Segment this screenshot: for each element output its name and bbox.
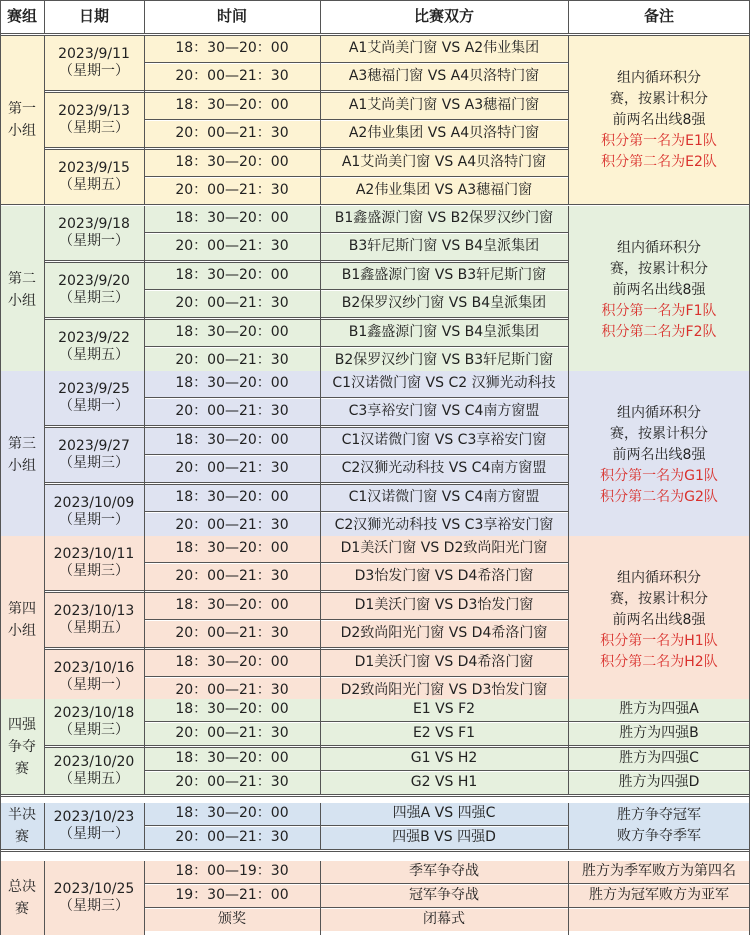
time-cell — [144, 564, 320, 590]
time-cell — [144, 234, 320, 260]
match-weekday: （星期一） — [59, 233, 129, 249]
header-notes — [568, 0, 750, 33]
note-line-red: 积分第二名为G2队 — [600, 488, 718, 505]
match-date: 2023/10/09 — [53, 494, 135, 511]
time-cell — [144, 885, 320, 907]
note-line-red: 积分第一名为H1队 — [600, 632, 718, 649]
time-cell — [144, 399, 320, 425]
match-time: 18：30—20：00 — [175, 540, 289, 557]
column-divider — [320, 36, 321, 204]
date-cell — [44, 150, 144, 204]
note-line: 赛，按累计积分 — [610, 90, 708, 107]
stage-label: 半决赛 — [8, 807, 36, 845]
notes-g2 — [568, 206, 750, 374]
note-line: 组内循环积分 — [617, 569, 701, 586]
match-teams: C1汉诺微门窗 VS C2 汉狮光动科技 — [332, 375, 556, 392]
match-teams: A1艾尚美门窗 VS A4贝洛特门窗 — [341, 154, 547, 171]
teams-cell — [320, 909, 568, 931]
note-line: 前两名出线8强 — [612, 281, 706, 298]
column-divider — [144, 0, 145, 33]
column-divider — [44, 36, 45, 204]
time-cell — [144, 206, 320, 232]
match-teams: E2 VS F1 — [412, 725, 476, 742]
row-divider — [144, 176, 568, 177]
match-time: 19：30—21：00 — [175, 887, 289, 904]
row-divider — [0, 849, 750, 852]
note-line: 赛，按累计积分 — [610, 590, 708, 607]
time-cell — [144, 748, 320, 770]
match-weekday: （星期三） — [59, 563, 129, 579]
column-divider — [320, 371, 321, 539]
match-weekday: （星期一） — [59, 398, 129, 414]
column-divider — [144, 371, 145, 539]
date-cell — [44, 650, 144, 704]
match-teams: D2致尚阳光门窗 VS D3怡发门窗 — [340, 682, 548, 699]
header-notes-label: 备注 — [643, 7, 674, 26]
teams-cell — [320, 803, 568, 825]
match-time: 18：30—20：00 — [175, 324, 289, 341]
note-line-red: 积分第一名为F1队 — [601, 302, 717, 319]
column-divider — [320, 0, 321, 33]
time-cell — [144, 263, 320, 289]
date-cell — [44, 93, 144, 147]
note-line: 赛，按累计积分 — [610, 425, 708, 442]
row-divider — [144, 454, 568, 455]
match-teams: 冠军争夺战 — [409, 887, 479, 904]
teams-cell — [320, 564, 568, 590]
match-teams: A2伟业集团 VS A4贝洛特门窗 — [348, 125, 540, 142]
stage-g2 — [0, 206, 44, 374]
match-weekday: （星期三） — [59, 722, 129, 738]
match-date: 2023/10/11 — [53, 545, 135, 562]
match-teams: B1鑫盛源门窗 VS B2保罗汉纱门窗 — [334, 210, 554, 227]
column-divider — [44, 0, 45, 33]
column-divider — [44, 371, 45, 539]
stage-label: 第三小组 — [8, 436, 36, 474]
match-time: 20：00—21：30 — [175, 68, 289, 85]
notes-g4 — [568, 536, 750, 704]
date-cell — [44, 536, 144, 590]
time-cell — [144, 64, 320, 90]
stage-label: 第一小组 — [8, 101, 36, 139]
match-date: 2023/9/11 — [58, 45, 130, 62]
teams-cell — [320, 121, 568, 147]
teams-cell — [320, 291, 568, 317]
column-divider — [568, 371, 569, 539]
note-line-red: 积分第一名为E1队 — [601, 132, 717, 149]
match-time: 18：30—20：00 — [175, 375, 289, 392]
stage-semifinal — [0, 803, 44, 849]
match-time: 18：30—20：00 — [175, 597, 289, 614]
note-cell — [568, 723, 750, 745]
match-time: 20：00—21：30 — [175, 682, 289, 699]
match-weekday: （星期一） — [59, 63, 129, 79]
header-date — [44, 0, 144, 33]
time-cell — [144, 723, 320, 745]
date-cell — [44, 320, 144, 374]
match-time: 18：30—20：00 — [175, 654, 289, 671]
match-teams: B2保罗汉纱门窗 VS B3轩尼斯门窗 — [334, 352, 554, 369]
time-cell — [144, 909, 320, 931]
column-divider — [144, 536, 145, 704]
match-weekday: （星期三） — [59, 898, 129, 914]
match-teams: B2保罗汉纱门窗 VS B4皇派集团 — [341, 295, 547, 312]
stage-label: 四强争夺赛 — [8, 716, 36, 777]
note-line: 胜方争夺冠军 — [617, 807, 701, 823]
note-line: 赛，按累计积分 — [610, 260, 708, 277]
match-time: 20：00—21：30 — [175, 403, 289, 420]
date-cell — [44, 699, 144, 745]
match-teams: B1鑫盛源门窗 VS B3轩尼斯门窗 — [341, 267, 547, 284]
match-time: 18：30—20：00 — [175, 805, 289, 822]
time-cell — [144, 803, 320, 825]
match-time: 18：30—20：00 — [175, 432, 289, 449]
match-time: 18：30—20：00 — [175, 97, 289, 114]
date-cell — [44, 861, 144, 935]
teams-cell — [320, 263, 568, 289]
stage-quarterfinal — [0, 699, 44, 794]
match-teams: C1汉诺微门窗 VS C4南方窗盟 — [348, 489, 540, 506]
match-teams: B1鑫盛源门窗 VS B4皇派集团 — [348, 324, 540, 341]
match-date: 2023/9/25 — [58, 380, 130, 397]
match-time: 20：00—21：30 — [175, 774, 289, 791]
column-divider — [0, 0, 1, 935]
note-line: 组内循环积分 — [617, 404, 701, 421]
match-time: 20：00—21：30 — [175, 182, 289, 199]
match-time: 20：00—21：30 — [175, 829, 289, 846]
time-cell — [144, 861, 320, 883]
header-group — [0, 0, 44, 33]
match-time: 20：00—21：30 — [175, 125, 289, 142]
row-divider — [144, 289, 568, 290]
row-divider — [144, 62, 568, 63]
match-time: 20：00—21：30 — [175, 568, 289, 585]
row-divider — [144, 562, 568, 563]
match-teams: D1美沃门窗 VS D2致尚阳光门窗 — [340, 540, 548, 557]
time-cell — [144, 456, 320, 482]
row-divider — [144, 346, 568, 347]
header-teams-label: 比赛双方 — [413, 7, 474, 26]
time-cell — [144, 593, 320, 619]
match-date: 2023/10/16 — [53, 659, 135, 676]
match-teams: A3穗福门窗 VS A4贝洛特门窗 — [348, 68, 540, 85]
match-time: 18：30—20：00 — [175, 701, 289, 718]
column-divider — [44, 803, 45, 849]
teams-cell — [320, 36, 568, 62]
match-teams: C1汉诺微门窗 VS C3享裕安门窗 — [341, 432, 547, 449]
match-time: 18：30—20：00 — [175, 40, 289, 57]
match-teams: 四强A VS 四强C — [392, 805, 496, 822]
date-cell — [44, 371, 144, 425]
time-cell — [144, 121, 320, 147]
notes-semifinal — [568, 803, 750, 849]
teams-cell — [320, 723, 568, 745]
stage-g4 — [0, 536, 44, 704]
note-line-red: 积分第二名为F2队 — [601, 323, 717, 340]
match-teams: G1 VS H2 — [410, 750, 478, 767]
note-cell — [568, 861, 750, 883]
row-divider — [144, 397, 568, 398]
column-divider — [320, 536, 321, 704]
match-weekday: （星期五） — [59, 620, 129, 636]
match-weekday: （星期五） — [59, 347, 129, 363]
time-cell — [144, 291, 320, 317]
row-divider — [144, 883, 750, 884]
note-cell — [568, 748, 750, 770]
notes-g3 — [568, 371, 750, 539]
match-time: 20：00—21：30 — [175, 238, 289, 255]
match-weekday: （星期三） — [59, 120, 129, 136]
column-divider — [568, 0, 569, 33]
match-weekday: （星期一） — [59, 677, 129, 693]
header-teams — [320, 0, 568, 33]
match-note: 胜方为四强D — [618, 774, 700, 791]
teams-cell — [320, 885, 568, 907]
match-date: 2023/9/18 — [58, 215, 130, 232]
teams-cell — [320, 485, 568, 511]
time-cell — [144, 428, 320, 454]
match-weekday: （星期一） — [59, 512, 129, 528]
time-cell — [144, 699, 320, 721]
teams-cell — [320, 399, 568, 425]
teams-cell — [320, 699, 568, 721]
note-line-red: 积分第二名为E2队 — [601, 153, 717, 170]
note-line: 前两名出线8强 — [612, 446, 706, 463]
column-divider — [568, 206, 569, 374]
teams-cell — [320, 428, 568, 454]
match-teams: A1艾尚美门窗 VS A3穗福门窗 — [348, 97, 540, 114]
column-divider — [320, 861, 321, 935]
match-weekday: （星期五） — [59, 177, 129, 193]
column-divider — [568, 861, 569, 935]
notes-g1 — [568, 36, 750, 204]
teams-cell — [320, 772, 568, 794]
match-teams: D1美沃门窗 VS D3怡发门窗 — [354, 597, 534, 614]
column-divider — [44, 861, 45, 935]
column-divider — [320, 699, 321, 794]
match-date: 2023/10/13 — [53, 602, 135, 619]
note-line: 组内循环积分 — [617, 69, 701, 86]
note-line: 败方争夺季军 — [617, 828, 701, 844]
date-cell — [44, 263, 144, 317]
row-divider — [144, 907, 750, 908]
date-cell — [44, 748, 144, 794]
note-cell — [568, 699, 750, 721]
column-divider — [144, 861, 145, 935]
time-cell — [144, 827, 320, 849]
column-divider — [568, 536, 569, 704]
note-line: 组内循环积分 — [617, 239, 701, 256]
match-note: 胜方为四强C — [619, 750, 699, 767]
teams-cell — [320, 93, 568, 119]
match-time: 18：30—20：00 — [175, 489, 289, 506]
match-teams: D3怡发门窗 VS D4希洛门窗 — [354, 568, 534, 585]
match-teams: E1 VS F2 — [412, 701, 476, 718]
stage-g1 — [0, 36, 44, 204]
match-weekday: （星期三） — [59, 290, 129, 306]
teams-cell — [320, 621, 568, 647]
note-line-red: 积分第一名为G1队 — [600, 467, 718, 484]
note-cell — [568, 885, 750, 907]
header-time — [144, 0, 320, 33]
row-divider — [144, 511, 568, 512]
row-divider — [0, 0, 750, 1]
match-time: 18：30—20：00 — [175, 154, 289, 171]
match-date: 2023/9/15 — [58, 159, 130, 176]
match-teams: C2汉狮光动科技 VS C4南方窗盟 — [341, 460, 547, 477]
date-cell — [44, 485, 144, 539]
column-divider — [144, 36, 145, 204]
match-teams: D1美沃门窗 VS D4希洛门窗 — [354, 654, 534, 671]
teams-cell — [320, 456, 568, 482]
match-date: 2023/9/27 — [58, 437, 130, 454]
teams-cell — [320, 650, 568, 676]
header-group-label: 赛组 — [6, 7, 37, 26]
time-cell — [144, 150, 320, 176]
date-cell — [44, 428, 144, 482]
match-teams: A2伟业集团 VS A3穗福门窗 — [355, 182, 533, 199]
column-divider — [44, 699, 45, 794]
match-note: 胜方为四强A — [619, 701, 699, 718]
time-cell — [144, 93, 320, 119]
teams-cell — [320, 320, 568, 346]
row-divider — [144, 770, 750, 771]
match-teams: D2致尚阳光门窗 VS D4希洛门窗 — [340, 625, 548, 642]
stage-label: 总决赛 — [8, 879, 36, 917]
teams-cell — [320, 593, 568, 619]
teams-cell — [320, 536, 568, 562]
match-teams: 季军争夺战 — [409, 863, 479, 880]
match-time: 20：00—21：30 — [175, 460, 289, 477]
column-divider — [568, 803, 569, 849]
match-date: 2023/10/23 — [53, 808, 135, 825]
match-time: 18：30—20：00 — [175, 210, 289, 227]
teams-cell — [320, 748, 568, 770]
match-teams: 闭幕式 — [423, 911, 465, 928]
match-date: 2023/10/20 — [53, 753, 135, 770]
match-note: 胜方为冠军败方为亚军 — [589, 887, 729, 904]
note-cell — [568, 909, 750, 931]
match-date: 2023/10/18 — [53, 704, 135, 721]
column-divider — [144, 803, 145, 849]
time-cell — [144, 178, 320, 204]
note-line-red: 积分第二名为H2队 — [600, 653, 718, 670]
date-cell — [44, 206, 144, 260]
column-divider — [320, 206, 321, 374]
match-time: 18：30—20：00 — [175, 267, 289, 284]
match-date: 2023/9/20 — [58, 272, 130, 289]
time-cell — [144, 36, 320, 62]
match-time: 20：00—21：30 — [175, 725, 289, 742]
column-divider — [144, 699, 145, 794]
teams-cell — [320, 861, 568, 883]
date-cell — [44, 36, 144, 90]
time-cell — [144, 485, 320, 511]
row-divider — [144, 825, 568, 826]
teams-cell — [320, 64, 568, 90]
match-time: 20：00—21：30 — [175, 352, 289, 369]
time-cell — [144, 772, 320, 794]
row-divider — [144, 119, 568, 120]
row-divider — [0, 794, 750, 797]
note-line: 前两名出线8强 — [612, 111, 706, 128]
match-teams: C3享裕安门窗 VS C4南方窗盟 — [348, 403, 540, 420]
match-note: 胜方为季军败方为第四名 — [582, 863, 736, 880]
column-divider — [44, 206, 45, 374]
column-divider — [144, 206, 145, 374]
match-time: 20：00—21：30 — [175, 625, 289, 642]
match-teams: C2汉狮光动科技 VS C3享裕安门窗 — [334, 517, 554, 534]
note-line: 前两名出线8强 — [612, 611, 706, 628]
time-cell — [144, 650, 320, 676]
match-teams: A1艾尚美门窗 VS A2伟业集团 — [348, 40, 540, 57]
match-time: 颁奖 — [218, 911, 246, 928]
column-divider — [568, 699, 569, 794]
row-divider — [144, 721, 750, 722]
column-divider — [568, 36, 569, 204]
date-cell — [44, 803, 144, 849]
match-date: 2023/9/13 — [58, 102, 130, 119]
row-divider — [144, 619, 568, 620]
match-time: 20：00—21：30 — [175, 517, 289, 534]
teams-cell — [320, 178, 568, 204]
time-cell — [144, 621, 320, 647]
time-cell — [144, 536, 320, 562]
column-divider — [320, 803, 321, 849]
match-note: 胜方为四强B — [619, 725, 699, 742]
stage-label: 第四小组 — [8, 601, 36, 639]
match-date: 2023/9/22 — [58, 329, 130, 346]
match-time: 18：00—19：30 — [175, 863, 289, 880]
teams-cell — [320, 206, 568, 232]
date-cell — [44, 593, 144, 647]
time-cell — [144, 320, 320, 346]
stage-g3 — [0, 371, 44, 539]
row-divider — [144, 232, 568, 233]
teams-cell — [320, 827, 568, 849]
stage-label: 第二小组 — [8, 271, 36, 309]
match-weekday: （星期五） — [59, 771, 129, 787]
teams-cell — [320, 150, 568, 176]
row-divider — [144, 676, 568, 677]
match-date: 2023/10/25 — [53, 880, 135, 897]
header-date-label: 日期 — [78, 7, 109, 26]
time-cell — [144, 371, 320, 397]
match-weekday: （星期三） — [59, 455, 129, 471]
teams-cell — [320, 234, 568, 260]
match-teams: G2 VS H1 — [410, 774, 478, 791]
teams-cell — [320, 371, 568, 397]
match-teams: 四强B VS 四强D — [392, 829, 496, 846]
column-divider — [44, 536, 45, 704]
note-cell — [568, 772, 750, 794]
match-teams: B3轩尼斯门窗 VS B4皇派集团 — [348, 238, 540, 255]
match-weekday: （星期一） — [59, 826, 129, 842]
match-time: 18：30—20：00 — [175, 750, 289, 767]
match-time: 20：00—21：30 — [175, 295, 289, 312]
stage-final — [0, 861, 44, 935]
header-time-label: 时间 — [216, 7, 247, 26]
